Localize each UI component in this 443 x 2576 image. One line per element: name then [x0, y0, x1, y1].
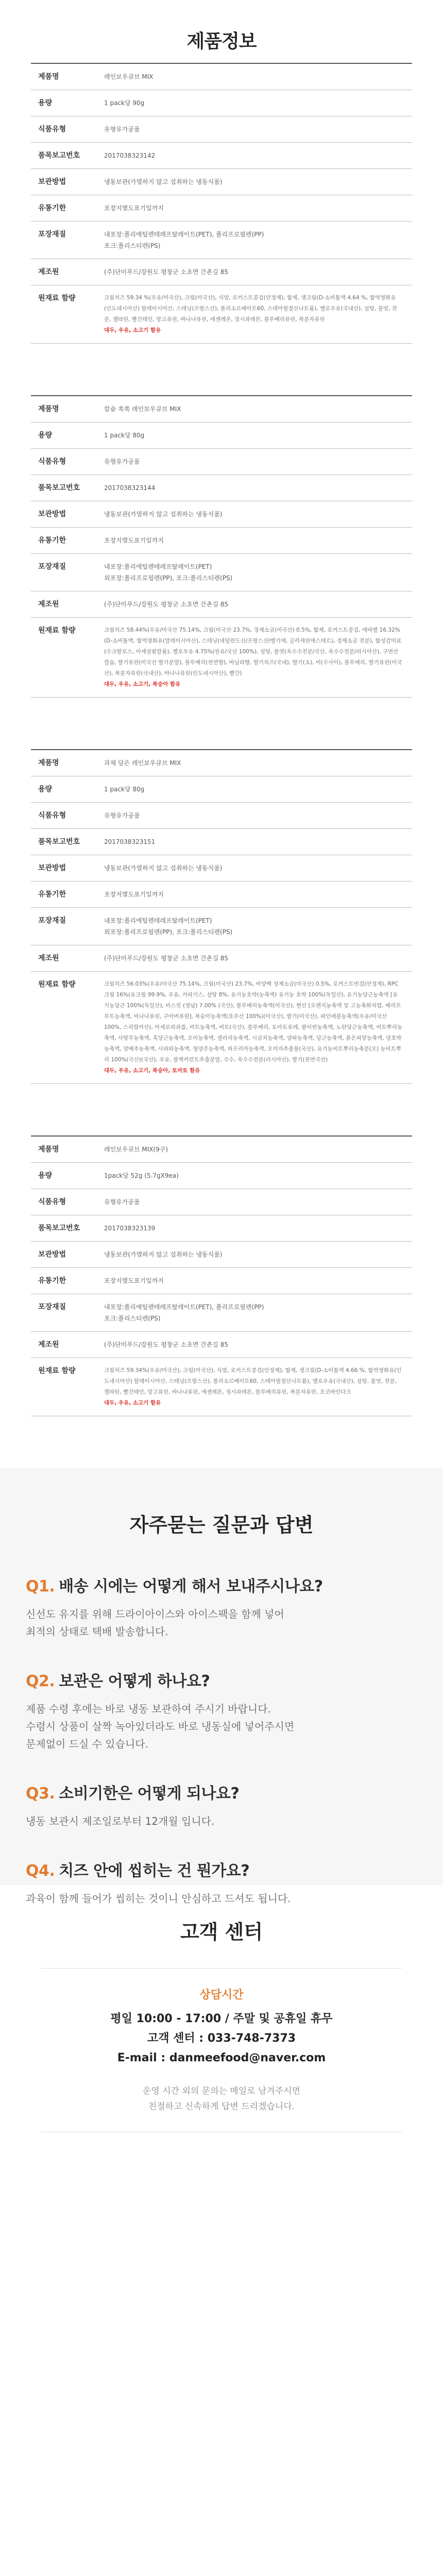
info-row-storage — [31, 501, 412, 528]
info-label: 식품유형 — [38, 125, 66, 133]
info-row-maker — [31, 945, 412, 972]
info-row-type — [31, 803, 412, 829]
info-label: 포장재질 — [38, 563, 66, 571]
info-value-capacity: 1 pack당 90g — [104, 99, 145, 107]
info-label: 원재료 함량 — [38, 980, 76, 989]
info-row-packaging — [31, 1294, 412, 1332]
info-row-ingredients — [31, 285, 412, 344]
info-row-type — [31, 116, 412, 143]
info-label: 원재료 함량 — [38, 1367, 76, 1375]
ingredients-value — [104, 972, 412, 1084]
info-value-storage: 냉동보관(가열하지 않고 섭취하는 냉동식품) — [104, 511, 223, 518]
info-value-packaging: 내포장:폴리에틸렌테레프탈레이트(PET), 폴리프로필렌(PP) 포크:폴리스티렌(PS) — [104, 231, 264, 249]
info-value-maker: (주)단미푸드/강원도 평창군 소초면 간촌길 85 — [104, 601, 228, 608]
ingredients-text: 크림치즈 58.44%(우유/미국산 75.14%, 크림(미국산 23.7%, 정제소금(미국산) 0.5%, 합제, 로커스트콩검, 에바렐 16.32%(D-소비톨액, 합역영화유(말레이시아산), 스테닝(네덜란드산/프랑스산/벨기에, 글리세린에스테르), 정제소금 전분), 합성감미료(수크랄로스, 아세설팜칼륨), 옐로우유 4.75%(원유/국산 100%), 설탕, 물엿(옥수수전분/국산, 옥수수전분/러시아산), 구연산칼슘, 딸기퓨린(미국산 딸기분말), 블루베리(천연향), 바닐라향, 딸기치즈(국내), 딸기(소), 비(수사이), 블루베리, 딸기퓨린(미국산), 복분자퓨린(국내산), 바나나퓨린(인도네시아산), 빨간) — [104, 627, 402, 676]
info-value-capacity: 1 pack당 80g — [104, 432, 145, 439]
faq-answer: 신선도 유지를 위해 드라이아이스와 아이스팩을 함께 넣어 최적의 상태로 택배 발송합니다. — [26, 1608, 284, 1638]
info-row-expiry — [31, 528, 412, 554]
faq-question-text: 소비기한은 어떻게 되나요? — [59, 1785, 240, 1803]
product-block — [31, 395, 412, 698]
info-row-type — [31, 449, 412, 475]
info-value-expiry: 포장지별도표기일까지 — [104, 891, 164, 898]
info-label: 제조원 — [38, 268, 59, 276]
info-row-capacity — [31, 776, 412, 803]
cs-hours-label: 상담시간 — [199, 1989, 244, 2002]
info-value-type: 유형유가공품 — [104, 1198, 140, 1206]
product-block — [31, 749, 412, 1084]
info-row-packaging — [31, 222, 412, 259]
info-row-storage — [31, 855, 412, 882]
faq-question — [26, 1781, 417, 1803]
info-label: 용량 — [38, 431, 53, 439]
info-label: 제조원 — [38, 600, 59, 608]
info-label: 보관방법 — [38, 178, 66, 186]
faq-answer: 제품 수령 후에는 바로 냉동 보관하여 주시기 바랍니다. 수령시 상품이 살짝 녹아있더라도 바로 냉동실에 넣어주시면 문제없이 드실 수 있습니다. — [26, 1703, 295, 1750]
info-label: 보관방법 — [38, 510, 66, 518]
product-tables — [0, 63, 443, 1416]
info-label: 유통기한 — [38, 536, 66, 545]
info-value-type: 유형유가공품 — [104, 126, 140, 133]
faq-question-text: 치즈 안에 씹히는 건 뭔가요? — [59, 1862, 250, 1880]
info-label: 품목보고번호 — [38, 838, 80, 846]
faq-item — [26, 1573, 417, 1640]
info-label: 제품명 — [38, 1145, 59, 1154]
ingredients-value — [104, 1358, 412, 1416]
info-row-storage — [31, 169, 412, 195]
info-row-packaging — [31, 908, 412, 945]
customer-center-section — [0, 1885, 443, 2132]
info-value-packaging: 내포장:폴리에틸렌테레프탈레이트(PET) 외포장:폴리프로필렌(PP), 포크:폴리스티렌(PS) — [104, 917, 233, 936]
info-row-maker — [31, 1332, 412, 1358]
info-value-name: 레인보우큐브 MIX(9구) — [104, 1146, 168, 1153]
info-label: 원재료 함량 — [38, 294, 76, 302]
info-value-capacity: 1pack당 52g (5.7gX9ea) — [104, 1172, 179, 1179]
info-row-ingredients — [31, 618, 412, 698]
faq-question — [26, 1858, 417, 1880]
faq-answer: 과육이 함께 들어가 씹히는 것이니 안심하고 드셔도 됩니다. — [26, 1892, 291, 1905]
info-value-storage: 냉동보관(가열하지 않고 섭취하는 냉동식품) — [104, 865, 223, 872]
info-value-report: 2017038323144 — [104, 484, 156, 492]
info-value-report: 2017038323139 — [104, 1225, 156, 1232]
info-value-storage: 냉동보관(가열하지 않고 섭취하는 냉동식품) — [104, 178, 223, 185]
info-label: 포장재질 — [38, 1303, 66, 1311]
info-label: 품목보고번호 — [38, 1224, 80, 1232]
info-label: 용량 — [38, 785, 53, 793]
info-row-expiry — [31, 1268, 412, 1294]
info-row-capacity — [31, 90, 412, 116]
info-label: 품목보고번호 — [38, 151, 80, 160]
faq-question-number: Q1. — [26, 1578, 55, 1596]
info-label: 식품유형 — [38, 1198, 66, 1206]
info-row-expiry — [31, 195, 412, 222]
cs-phone[interactable]: 고객 센터 : 033-748-7373 — [147, 2032, 296, 2045]
info-label: 유통기한 — [38, 204, 66, 212]
cs-note: 운영 시간 외의 문의는 메일로 남겨주시면 친절하고 신속하게 답변 드리겠습니다. — [142, 2086, 301, 2112]
allergen-warning: 대두, 우유, 소고기, 복숭아, 토마토 함유 — [104, 1067, 200, 1074]
info-label: 용량 — [38, 99, 53, 107]
ingredients-text: 크림치즈 59.34%(우유/미국산), 크림(미국산), 식염, 로커스트콩검(안정제), 합제, 생크림(D-소비톨액 4.66 %, 합역영화유(인도네시아산) 탈레이시아산, 스테닝(프랑스산), 폴리소르베이트60, 스테아릴젖산나트륨), 옐로우유(국내산), 설탕, 물엿, 전분, 젤라틴, 빨간테인, 망고퓨린, 바나나퓨린, 에센레몬, 정시과레몬, 블루베리퓨린, 복분자퓨린, 초코바인다크 — [104, 1367, 402, 1395]
cs-title: 고객 센터 — [180, 1921, 263, 1943]
faq-question-number: Q3. — [26, 1785, 55, 1803]
faq-question-text: 보관은 어떻게 하나요? — [59, 1672, 210, 1690]
info-value-name: 칼슘 쏙쏙 레인보우큐브 MIX — [104, 405, 181, 413]
faq-question-text: 배송 시에는 어떻게 해서 보내주시나요? — [59, 1578, 323, 1596]
info-row-maker — [31, 259, 412, 285]
info-row-packaging — [31, 554, 412, 591]
product-block — [31, 1136, 412, 1416]
info-label: 식품유형 — [38, 811, 66, 820]
info-row-capacity — [31, 422, 412, 449]
info-row-name — [31, 396, 412, 422]
info-label: 포장재질 — [38, 230, 66, 239]
info-label: 제조원 — [38, 1341, 59, 1349]
product-info-table — [31, 63, 412, 344]
info-row-expiry — [31, 882, 412, 908]
faq-title: 자주묻는 질문과 답변 — [129, 1514, 314, 1536]
info-row-report — [31, 143, 412, 169]
info-label: 품목보고번호 — [38, 484, 80, 492]
faq-question — [26, 1668, 417, 1691]
info-row-report — [31, 829, 412, 855]
info-row-name — [31, 1136, 412, 1163]
faq-question-number: Q4. — [26, 1862, 55, 1880]
allergen-warning: 대두, 우유, 소고기 함유 — [104, 327, 161, 333]
product-block — [31, 63, 412, 344]
info-value-expiry: 포장지별도표기일까지 — [104, 1277, 164, 1284]
faq-question — [26, 1573, 417, 1596]
info-row-ingredients — [31, 972, 412, 1084]
info-label: 유통기한 — [38, 890, 66, 899]
info-row-name — [31, 63, 412, 90]
product-info-table — [31, 395, 412, 698]
info-value-packaging: 내포장:폴리에틸렌테레프탈레이트(PET), 폴리프로필렌(PP) 포크:폴리스티렌(PS) — [104, 1303, 264, 1322]
info-label: 유통기한 — [38, 1277, 66, 1285]
info-label: 보관방법 — [38, 864, 66, 872]
allergen-warning: 대두, 우유, 소고기, 복숭아 함유 — [104, 681, 181, 687]
info-label: 제품명 — [38, 759, 59, 767]
info-value-storage: 냉동보관(가열하지 않고 섭취하는 냉동식품) — [104, 1251, 223, 1258]
info-label: 제조원 — [38, 954, 59, 962]
info-label: 포장재질 — [38, 917, 66, 925]
ingredients-text: 크림치즈 56.03%(우유/미국산 75.14%, 크림(미국산) 23.7%, 비양백 정제소금(미국산) 0.5%, 로커스트빈검(안정제), RPC크림 16%(유크림 99.9%, 우유, 카라기스, 설탕 8%, 유기농호박(농축액) 유기농 호박 100%(독일산), 유기농당근농축액 [유기농당근 100%(독일산), 비스킷 (영남) 7.00% (국산), 블루베리농축액(미국산), 현산 [오렌지농축액 및 고농축화처럼, 베리프루트농축액, 비나나퓨린, 구아버퓨린], 복숭아농축액(호주산 100%)(미국산), 딸기(미국산), 파인애플농축액(우유/미국산 100%, 스리랑카산), 아세로라과즙, 비트농축액, 비트(국산), 블루베리, 토마토퓨레, 팔이빈농축액, 노란당근농축액, 비트뿌리농축액, 사탕무농축액, 흑당근농축액, 오이농축액, 셀러리농축액, 시금치농축액, 양파농축액, 당근농축액, 붉은피망농축액, 당호박농축액, 양배추농축액, 사과와농축액, 청양주농축액, 파프리카농축액, 오미자추출물(국산), 유기농비트뿌리농축분(오) 농비트뿌리 100%(국산)(국산), 우유, 블랙커런트추출분말, 수수, 옥수수전분(러시아산), 딸기(천연국산) — [104, 981, 403, 1063]
faq-section — [0, 1468, 443, 1905]
info-label: 원재료 함량 — [38, 626, 76, 635]
info-row-report — [31, 475, 412, 501]
info-row-storage — [31, 1242, 412, 1268]
faq-question-number: Q2. — [26, 1672, 55, 1690]
info-row-report — [31, 1215, 412, 1242]
section-title: 제품정보 — [186, 31, 257, 52]
faq-answer: 냉동 보관시 제조일로부터 12개월 입니다. — [26, 1815, 215, 1827]
faq-list — [26, 1573, 417, 1907]
cs-hours: 평일 10:00 - 17:00 / 주말 및 공휴일 휴무 — [110, 2012, 333, 2025]
info-label: 보관방법 — [38, 1250, 66, 1259]
info-value-report: 2017038323151 — [104, 838, 156, 845]
info-value-packaging: 내포장:폴리에틸렌테레프탈레이트(PET) 외포장:폴리프로필렌(PP), 포크:폴리스티렌(PS) — [104, 563, 233, 582]
product-info-table — [31, 1136, 412, 1416]
info-row-type — [31, 1189, 412, 1215]
ingredients-value — [104, 618, 412, 698]
info-value-name: 레인보우큐브 MIX — [104, 73, 154, 80]
product-info-table — [31, 749, 412, 1084]
ingredients-text: 크림치즈 59.34 %(우유/미국산), 크림(미국산), 식염, 로커스트콩검(안정제), 합제, 생크림(D-소비톨액 4.64 %, 합역영화유(인도네시아산) 탈레이시아산, 스테닝(프랑스산), 폴리소르베이트60, 스테아릴젖산나트륨), 옐로우유(국내산), 설탕, 물엿, 전분, 젤라틴, 빨간테인, 망고퓨린, 바나나퓨린, 에센레몬, 정시과레몬, 블루베리퓨린, 복분자퓨린 — [104, 295, 397, 323]
info-label: 용량 — [38, 1172, 53, 1180]
faq-item — [26, 1668, 417, 1753]
info-value-capacity: 1 pack당 80g — [104, 786, 145, 793]
cs-email[interactable]: E-mail : danmeefood@naver.com — [117, 2052, 326, 2064]
info-value-maker: (주)단미푸드/강원도 평창군 소초면 간촌길 85 — [104, 268, 228, 276]
info-label: 식품유형 — [38, 457, 66, 466]
faq-item — [26, 1781, 417, 1830]
allergen-warning: 대두, 우유, 소고기 함유 — [104, 1400, 161, 1406]
info-value-type: 유형유가공품 — [104, 458, 140, 465]
info-label: 제품명 — [38, 405, 59, 413]
info-row-maker — [31, 591, 412, 618]
info-value-maker: (주)단미푸드/강원도 평창군 소초면 간촌길 85 — [104, 955, 228, 962]
info-value-expiry: 포장지별도표기일까지 — [104, 205, 164, 212]
info-value-maker: (주)단미푸드/강원도 평창군 소초면 간촌길 85 — [104, 1341, 228, 1348]
info-label: 제품명 — [38, 73, 59, 81]
info-row-capacity — [31, 1163, 412, 1189]
info-value-report: 2017038323142 — [104, 152, 156, 159]
info-value-type: 유형유가공품 — [104, 812, 140, 819]
info-value-expiry: 포장지별도표기일까지 — [104, 537, 164, 544]
info-row-name — [31, 750, 412, 776]
cs-box — [41, 1968, 402, 2132]
ingredients-value — [104, 285, 412, 344]
info-row-ingredients — [31, 1358, 412, 1416]
info-value-name: 과채 담은 레인보우큐브 MIX — [104, 759, 181, 767]
